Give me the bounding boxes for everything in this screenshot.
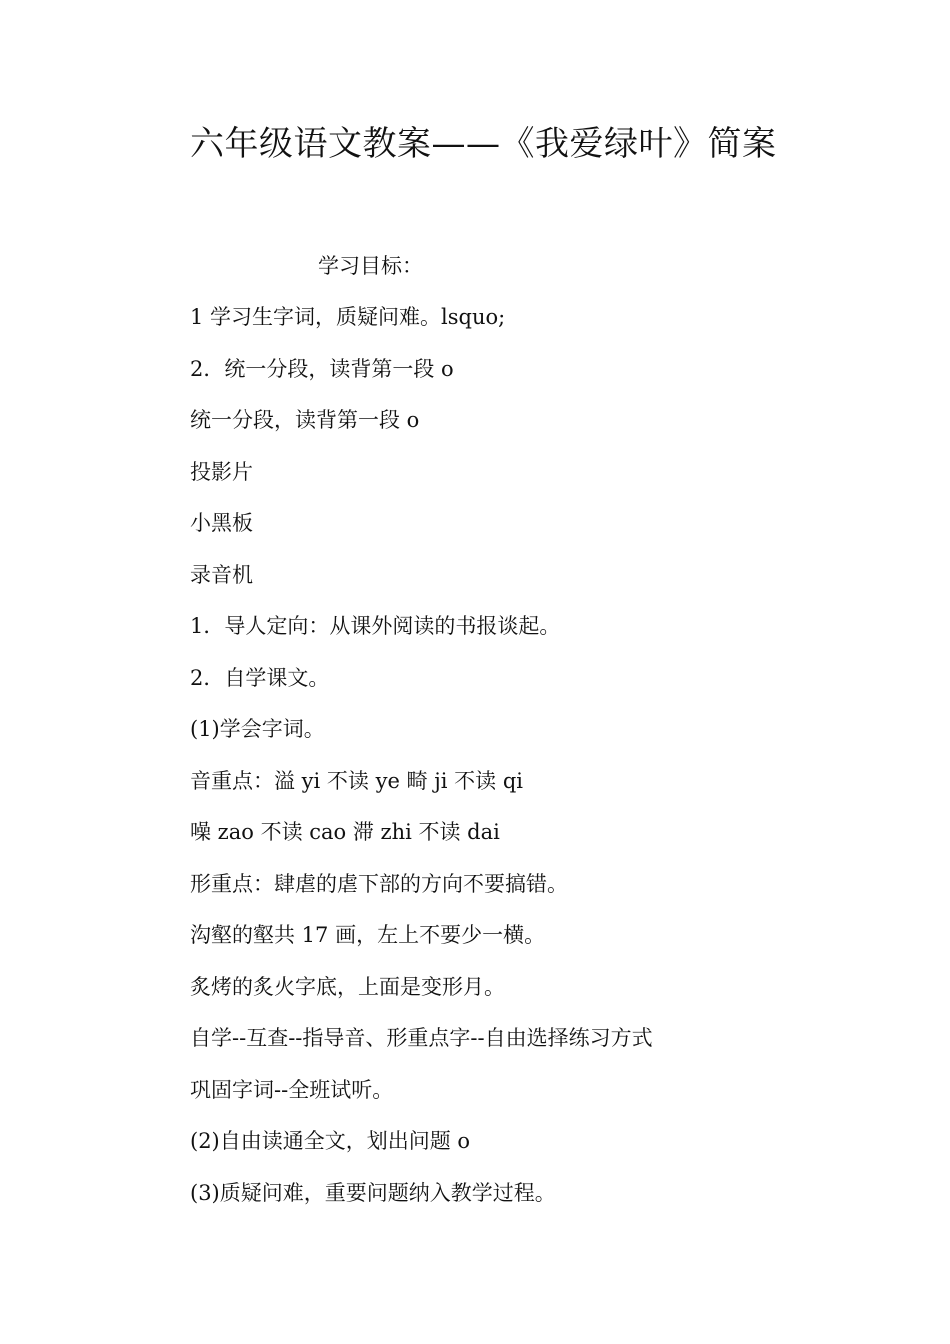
text-line: 噪 zao 不读 cao 滞 zhi 不读 dai	[190, 820, 500, 844]
text-line: 自学--互查--指导音、形重点字--自由选择练习方式	[190, 1026, 653, 1050]
text-line: 1．导人定向：从课外阅读的书报谈起。	[190, 614, 561, 638]
text-line: 录音机	[190, 562, 253, 587]
text-line: 1 学习生字词，质疑问难。lsquo;	[190, 305, 506, 329]
text-line: 形重点：肆虐的虐下部的方向不要搞错。	[190, 871, 568, 896]
text-line: (1)学会字词。	[190, 717, 325, 741]
text-line: 沟壑的壑共 17 画，左上不要少一横。	[190, 923, 546, 947]
text-line: (3)质疑问难，重要问题纳入教学过程。	[190, 1180, 556, 1205]
text-line: 音重点：溢 yi 不读 ye 畸 ji 不读 qi	[190, 768, 523, 793]
text-line: 2．自学课文。	[190, 665, 330, 690]
document-body	[190, 302, 890, 1229]
text-line: 巩固字词--全班试听。	[190, 1077, 394, 1102]
text-line: 小黑板	[190, 511, 253, 535]
learning-objectives-heading: 学习目标：	[318, 254, 423, 278]
text-line: 投影片	[190, 459, 253, 484]
document-title: 六年级语文教案——《我爱绿叶》简案	[190, 124, 777, 164]
text-line: 炙烤的炙火字底，上面是变形月。	[190, 974, 505, 999]
text-line: 2．统一分段，读背第一段 o	[190, 356, 454, 381]
text-line: 统一分段，读背第一段 o	[190, 408, 420, 432]
text-line: (2)自由读通全文，划出问题 o	[190, 1129, 471, 1153]
